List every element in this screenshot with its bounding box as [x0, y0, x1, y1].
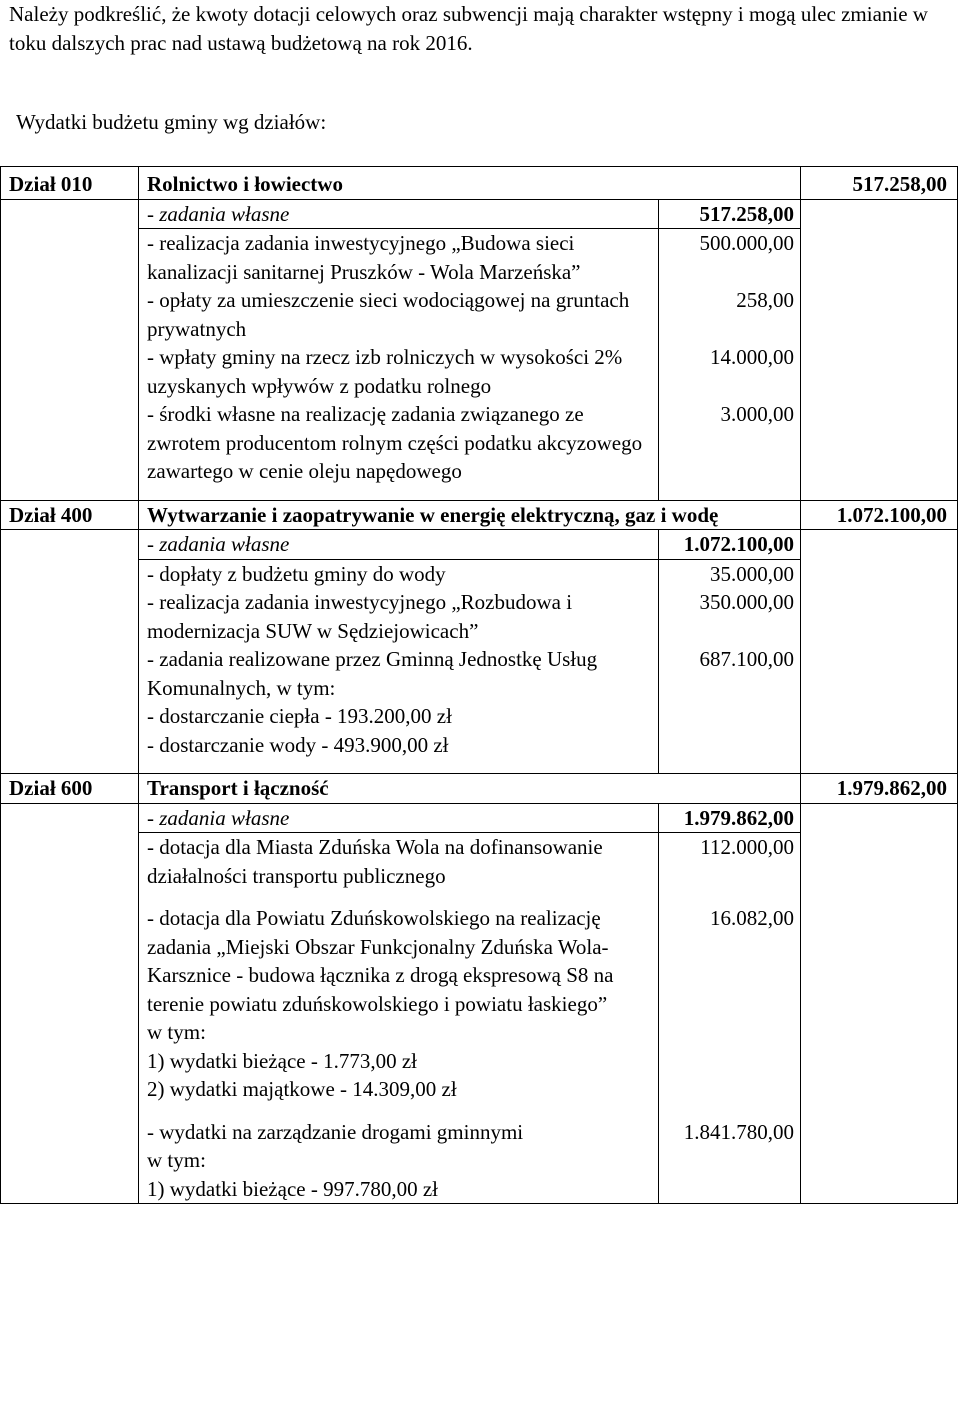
section-title: Transport i łączność: [139, 774, 801, 804]
section-total: 1.979.862,00: [801, 774, 958, 804]
item-text: w tym:: [139, 1018, 659, 1047]
section-total: 1.072.100,00: [801, 500, 958, 530]
item-amount: [659, 1175, 801, 1204]
item-text: - dostarczanie ciepła - 193.200,00 zł: [139, 702, 659, 731]
item-text: 1) wydatki bieżące - 997.780,00 zł: [139, 1175, 659, 1204]
item-amount: 350.000,00: [659, 588, 801, 645]
item-text: - realizacja zadania inwestycyjnego „Budowa sieci kanalizacji sanitarnej Pruszków - Wola Marzeńska”: [139, 229, 659, 287]
item-text: - wydatki na zarządzanie drogami gminnymi: [139, 1118, 659, 1147]
own-tasks-label: - zadania własne: [139, 803, 659, 833]
own-tasks-label: - zadania własne: [139, 199, 659, 229]
own-tasks-row: [1, 803, 958, 833]
item-amount: 112.000,00: [659, 833, 801, 891]
item-amount: 1.841.780,00: [659, 1118, 801, 1147]
item-text: 1) wydatki bieżące - 1.773,00 zł: [139, 1047, 659, 1076]
item-amount: 16.082,00: [659, 904, 801, 1018]
item-amount: [659, 702, 801, 731]
item-amount: [659, 731, 801, 760]
item-text: - zadania realizowane przez Gminną Jednostkę Usług Komunalnych, w tym:: [139, 645, 659, 702]
item-amount: [659, 1047, 801, 1076]
own-tasks-amount: 1.072.100,00: [659, 530, 801, 560]
section-title: Rolnictwo i łowiectwo: [139, 167, 801, 200]
item-text: - dostarczanie wody - 493.900,00 zł: [139, 731, 659, 760]
item-text: - środki własne na realizację zadania związanego ze zwrotem producentom rolnym części podatku akcyzowego zawartego w cenie oleju napędowego: [139, 400, 659, 486]
item-text: - realizacja zadania inwestycyjnego „Rozbudowa i modernizacja SUW w Sędziejowicach”: [139, 588, 659, 645]
item-amount: 3.000,00: [659, 400, 801, 486]
section-code: Dział 600: [1, 774, 139, 804]
item-amount: [659, 1146, 801, 1175]
own-tasks-row: [1, 530, 958, 560]
item-amount: 14.000,00: [659, 343, 801, 400]
own-tasks-label: - zadania własne: [139, 530, 659, 560]
intro-paragraph: Należy podkreślić, że kwoty dotacji celowych oraz subwencji mają charakter wstępny i mogą ulec zmianie w toku dalszych prac nad ustawą budżetową na rok 2016.: [9, 2, 928, 55]
item-text: 2) wydatki majątkowe - 14.309,00 zł: [139, 1075, 659, 1104]
item-amount: 687.100,00: [659, 645, 801, 702]
item-text: - dotacja dla Powiatu Zduńskowolskiego na realizację zadania „Miejski Obszar Funkcjonalny Zduńska Wola-Karsznice - budowa łącznika z drogą ekspresową S8 na terenie powiatu zduńskowolskiego i powiatu łaskiego”: [139, 904, 659, 1018]
section-row: [1, 500, 958, 530]
item-text: - wpłaty gminy na rzecz izb rolniczych w wysokości 2% uzyskanych wpływów z podatku rolnego: [139, 343, 659, 400]
section-row: [1, 774, 958, 804]
item-text: - dotacja dla Miasta Zduńska Wola na dofinansowanie działalności transportu publicznego: [139, 833, 659, 891]
section-code: Dział 400: [1, 500, 139, 530]
item-amount: 258,00: [659, 286, 801, 343]
budget-table: [0, 166, 958, 1204]
item-amount: 500.000,00: [659, 229, 801, 287]
section-title: Wytwarzanie i zaopatrywanie w energię elektryczną, gaz i wodę: [139, 500, 801, 530]
own-tasks-amount: 517.258,00: [659, 199, 801, 229]
section-row: [1, 167, 958, 200]
item-amount: 35.000,00: [659, 559, 801, 588]
item-text: - dopłaty z budżetu gminy do wody: [139, 559, 659, 588]
item-text: w tym:: [139, 1146, 659, 1175]
item-text: - opłaty za umieszczenie sieci wodociągowej na gruntach prywatnych: [139, 286, 659, 343]
item-amount: [659, 1018, 801, 1047]
section-heading: Wydatki budżetu gminy wg działów:: [16, 110, 327, 134]
own-tasks-row: [1, 199, 958, 229]
own-tasks-amount: 1.979.862,00: [659, 803, 801, 833]
section-code: Dział 010: [1, 167, 139, 200]
item-amount: [659, 1075, 801, 1104]
section-total: 517.258,00: [801, 167, 958, 200]
